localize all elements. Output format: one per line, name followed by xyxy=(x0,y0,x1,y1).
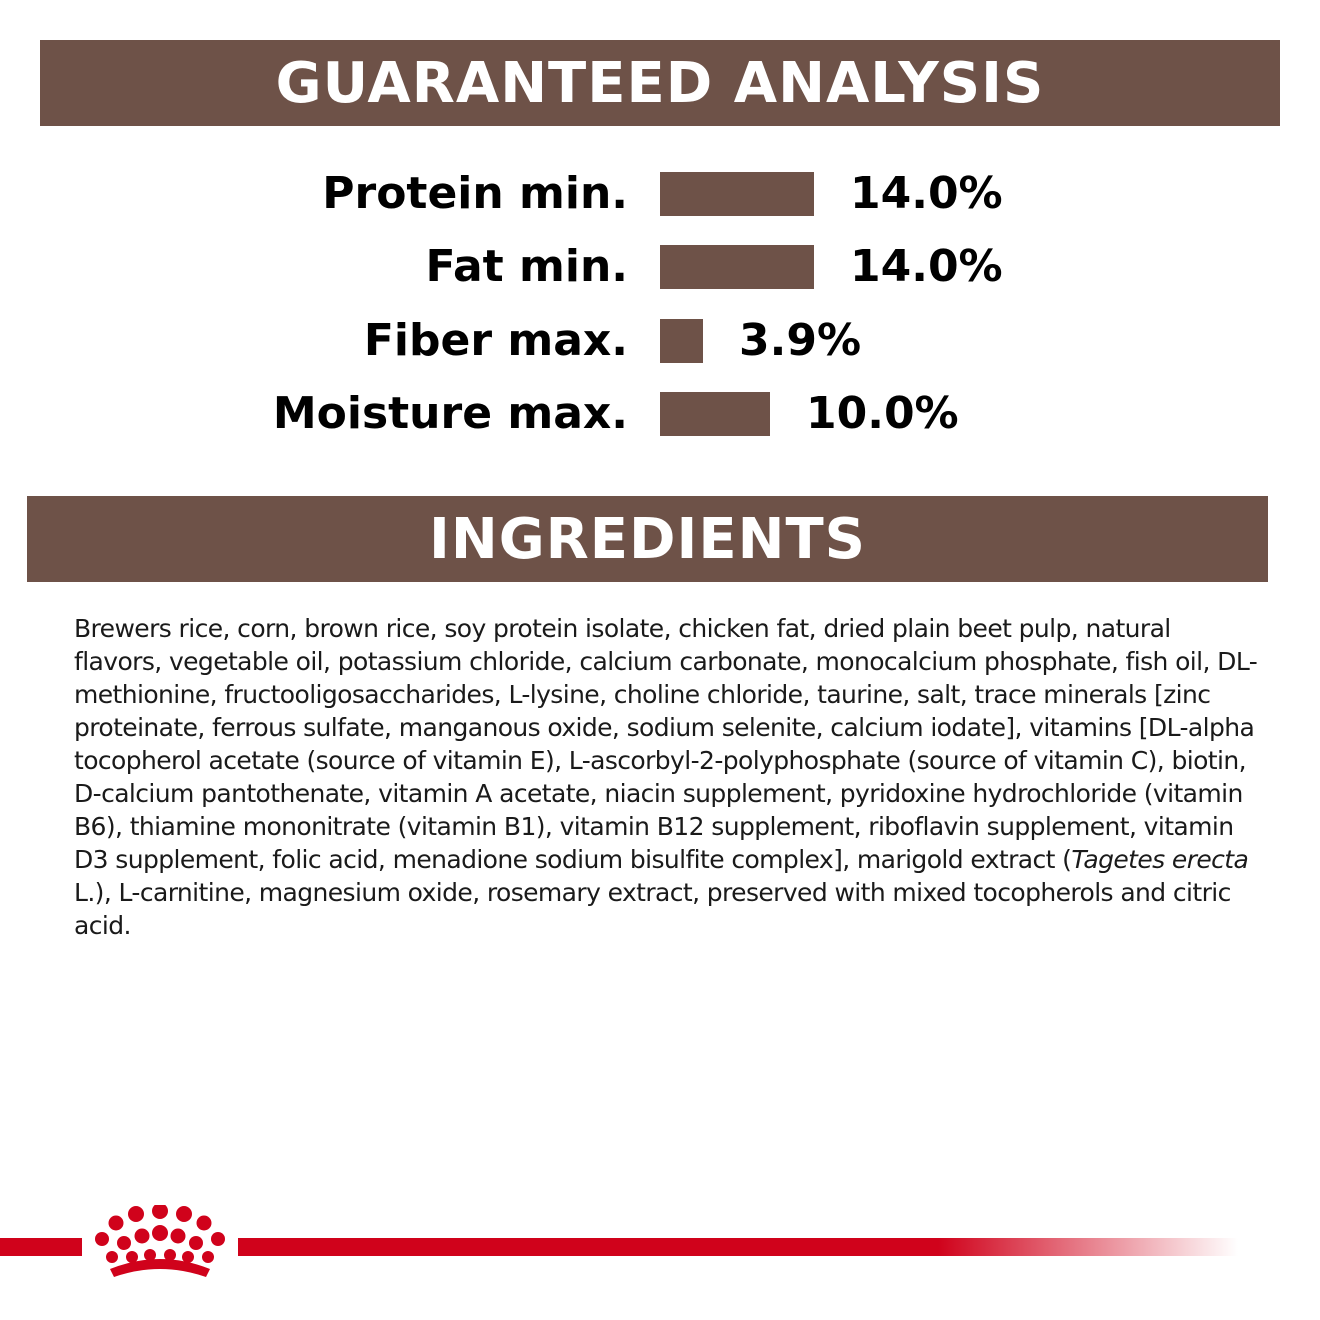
analysis-value: 10.0% xyxy=(806,388,959,439)
ingredients-text-italic: Tagetes erecta xyxy=(1071,845,1249,874)
analysis-row-moisture xyxy=(0,384,1320,444)
analysis-bar xyxy=(660,319,703,363)
analysis-value: 14.0% xyxy=(850,241,1003,292)
analysis-row-fat xyxy=(0,237,1320,297)
analysis-label: Protein min. xyxy=(322,168,628,219)
guaranteed-analysis-title: GUARANTEED ANALYSIS xyxy=(275,50,1045,116)
analysis-label: Moisture max. xyxy=(272,388,628,439)
ingredients-title: INGREDIENTS xyxy=(428,506,866,572)
analysis-value: 3.9% xyxy=(739,315,862,366)
analysis-value: 14.0% xyxy=(850,168,1003,219)
ingredients-list xyxy=(74,612,1264,942)
analysis-row-protein xyxy=(0,164,1320,224)
analysis-label: Fiber max. xyxy=(363,315,628,366)
crown-icon xyxy=(90,1205,230,1285)
analysis-bar xyxy=(660,392,770,436)
footer-red-line-right xyxy=(238,1238,1238,1256)
analysis-bar xyxy=(660,172,814,216)
ingredients-text-end: L.), L-carnitine, magnesium oxide, rosemary extract, preserved with mixed tocopherols and citric acid. xyxy=(74,878,1231,940)
analysis-bar xyxy=(660,245,814,289)
guaranteed-analysis-header xyxy=(40,40,1280,126)
ingredients-header xyxy=(27,496,1268,582)
footer-red-line-left xyxy=(0,1238,82,1256)
analysis-label: Fat min. xyxy=(425,241,628,292)
ingredients-text-start: Brewers rice, corn, brown rice, soy protein isolate, chicken fat, dried plain beet pulp, natural flavors, vegetable oil, potassium chloride, calcium carbonate, monocalcium phosphate, fish oil, DL-methionine, fructooligosaccharides, L-lysine, choline chloride, taurine, salt, trace minerals [zinc proteinate, ferrous sulfate, manganous oxide, sodium selenite, calcium iodate], vitamins [DL-alpha tocopherol acetate (source of vitamin E), L-ascorbyl-2-polyphosphate (source of vitamin C), biotin, D-calcium pantothenate, vitamin A acetate, niacin supplement, pyridoxine hydrochloride (vitamin B6), thiamine mononitrate (vitamin B1), vitamin B12 supplement, riboflavin supplement, vitamin D3 supplement, folic acid, menadione sodium bisulfite complex], marigold extract ( xyxy=(74,614,1258,874)
analysis-row-fiber xyxy=(0,311,1320,371)
